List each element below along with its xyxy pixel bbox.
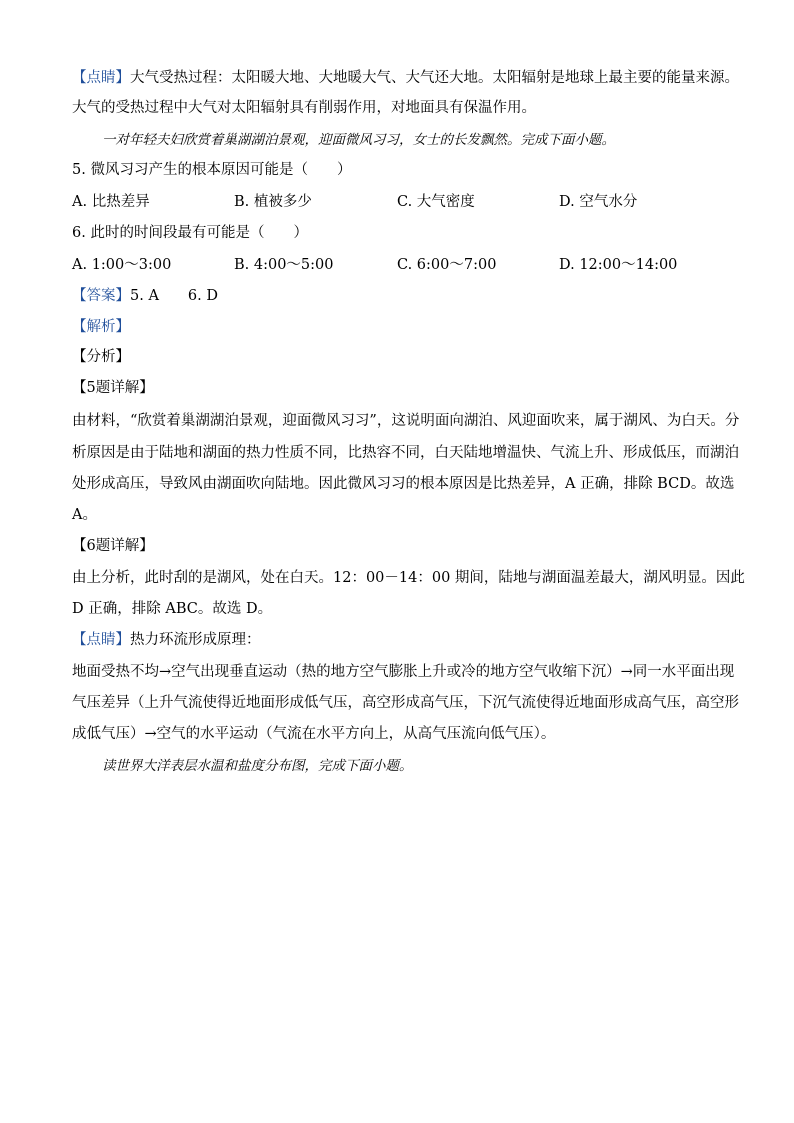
question-6: 6. 此时的时间段最有可能是（ ）: [72, 225, 308, 241]
dianjing-block-1: [72, 68, 739, 88]
option-5c: C. 大气密度: [397, 194, 475, 210]
option-5d: D. 空气水分: [559, 194, 638, 210]
dianjing-tag: 【点睛】: [72, 70, 130, 86]
question-intro: 一对年轻夫妇欣赏着巢湖湖泊景观，迎面微风习习，女士的长发飘然。完成下面小题。: [102, 132, 615, 148]
dianjing-tag-2: 【点睛】: [72, 632, 130, 648]
q6-detail-line-2: D 正确，排除 ABC。故选 D。: [72, 601, 273, 617]
option-6d: D. 12:00～14:00: [559, 257, 678, 273]
option-6c: C. 6:00～7:00: [397, 257, 497, 273]
q6-detail-line-1: 由上分析，此时刮的是湖风，处在白天。12：00－14：00 期间，陆地与湖面温差最大，湖风明显。因此: [72, 570, 745, 586]
dianjing-text-2: 热力环流形成原理：: [130, 632, 261, 648]
q5-detail-line-1: 由材料，“欣赏着巢湖湖泊景观，迎面微风习习”，这说明面向湖泊、风迎面吹来，属于湖风、为白天。分: [72, 413, 740, 429]
question-5: 5. 微风习习产生的根本原因可能是（ ）: [72, 162, 352, 178]
answer-tag: 【答案】: [72, 288, 130, 304]
answer-text: 5. A 6. D: [130, 288, 218, 304]
jiexi-heading: 【解析】: [72, 319, 130, 335]
dianjing-continuation: 大气的受热过程中大气对太阳辐射具有削弱作用，对地面具有保温作用。: [72, 100, 536, 116]
option-5b: B. 植被多少: [234, 194, 312, 210]
dianjing-block-2: [72, 630, 261, 650]
q5-detail-heading: 【5题详解】: [72, 380, 154, 396]
question-intro-2: 读世界大洋表层水温和盐度分布图，完成下面小题。: [102, 758, 413, 774]
q5-detail-line-4: A。: [72, 507, 97, 523]
option-6a: A. 1:00～3:00: [72, 257, 172, 273]
question-5-options: [72, 192, 722, 212]
principle-line-2: 气压差异（上升气流使得近地面形成低气压，高空形成高气压，下沉气流使得近地面形成高气压，高空形: [72, 695, 739, 711]
question-6-options: [72, 255, 722, 275]
option-5a: A. 比热差异: [72, 194, 150, 210]
q5-detail-line-2: 析原因是由于陆地和湖面的热力性质不同，比热容不同，白天陆地增温快、气流上升、形成低压，而湖泊: [72, 445, 739, 461]
principle-line-1: 地面受热不均→空气出现垂直运动（热的地方空气膨胀上升或冷的地方空气收缩下沉）→同一水平面出现: [72, 664, 735, 680]
option-6b: B. 4:00～5:00: [234, 257, 334, 273]
fenxi-heading: 【分析】: [72, 349, 130, 365]
q5-detail-line-3: 处形成高压，导致风由湖面吹向陆地。因此微风习习的根本原因是比热差异，A 正确，排除 BCD。故选: [72, 476, 735, 492]
answer-line: [72, 286, 218, 306]
q6-detail-heading: 【6题详解】: [72, 538, 154, 554]
dianjing-text: 大气受热过程：太阳暖大地、大地暖大气、大气还大地。太阳辐射是地球上最主要的能量来源。: [130, 70, 739, 86]
principle-line-3: 成低气压）→空气的水平运动（气流在水平方向上，从高气压流向低气压）。: [72, 726, 556, 742]
